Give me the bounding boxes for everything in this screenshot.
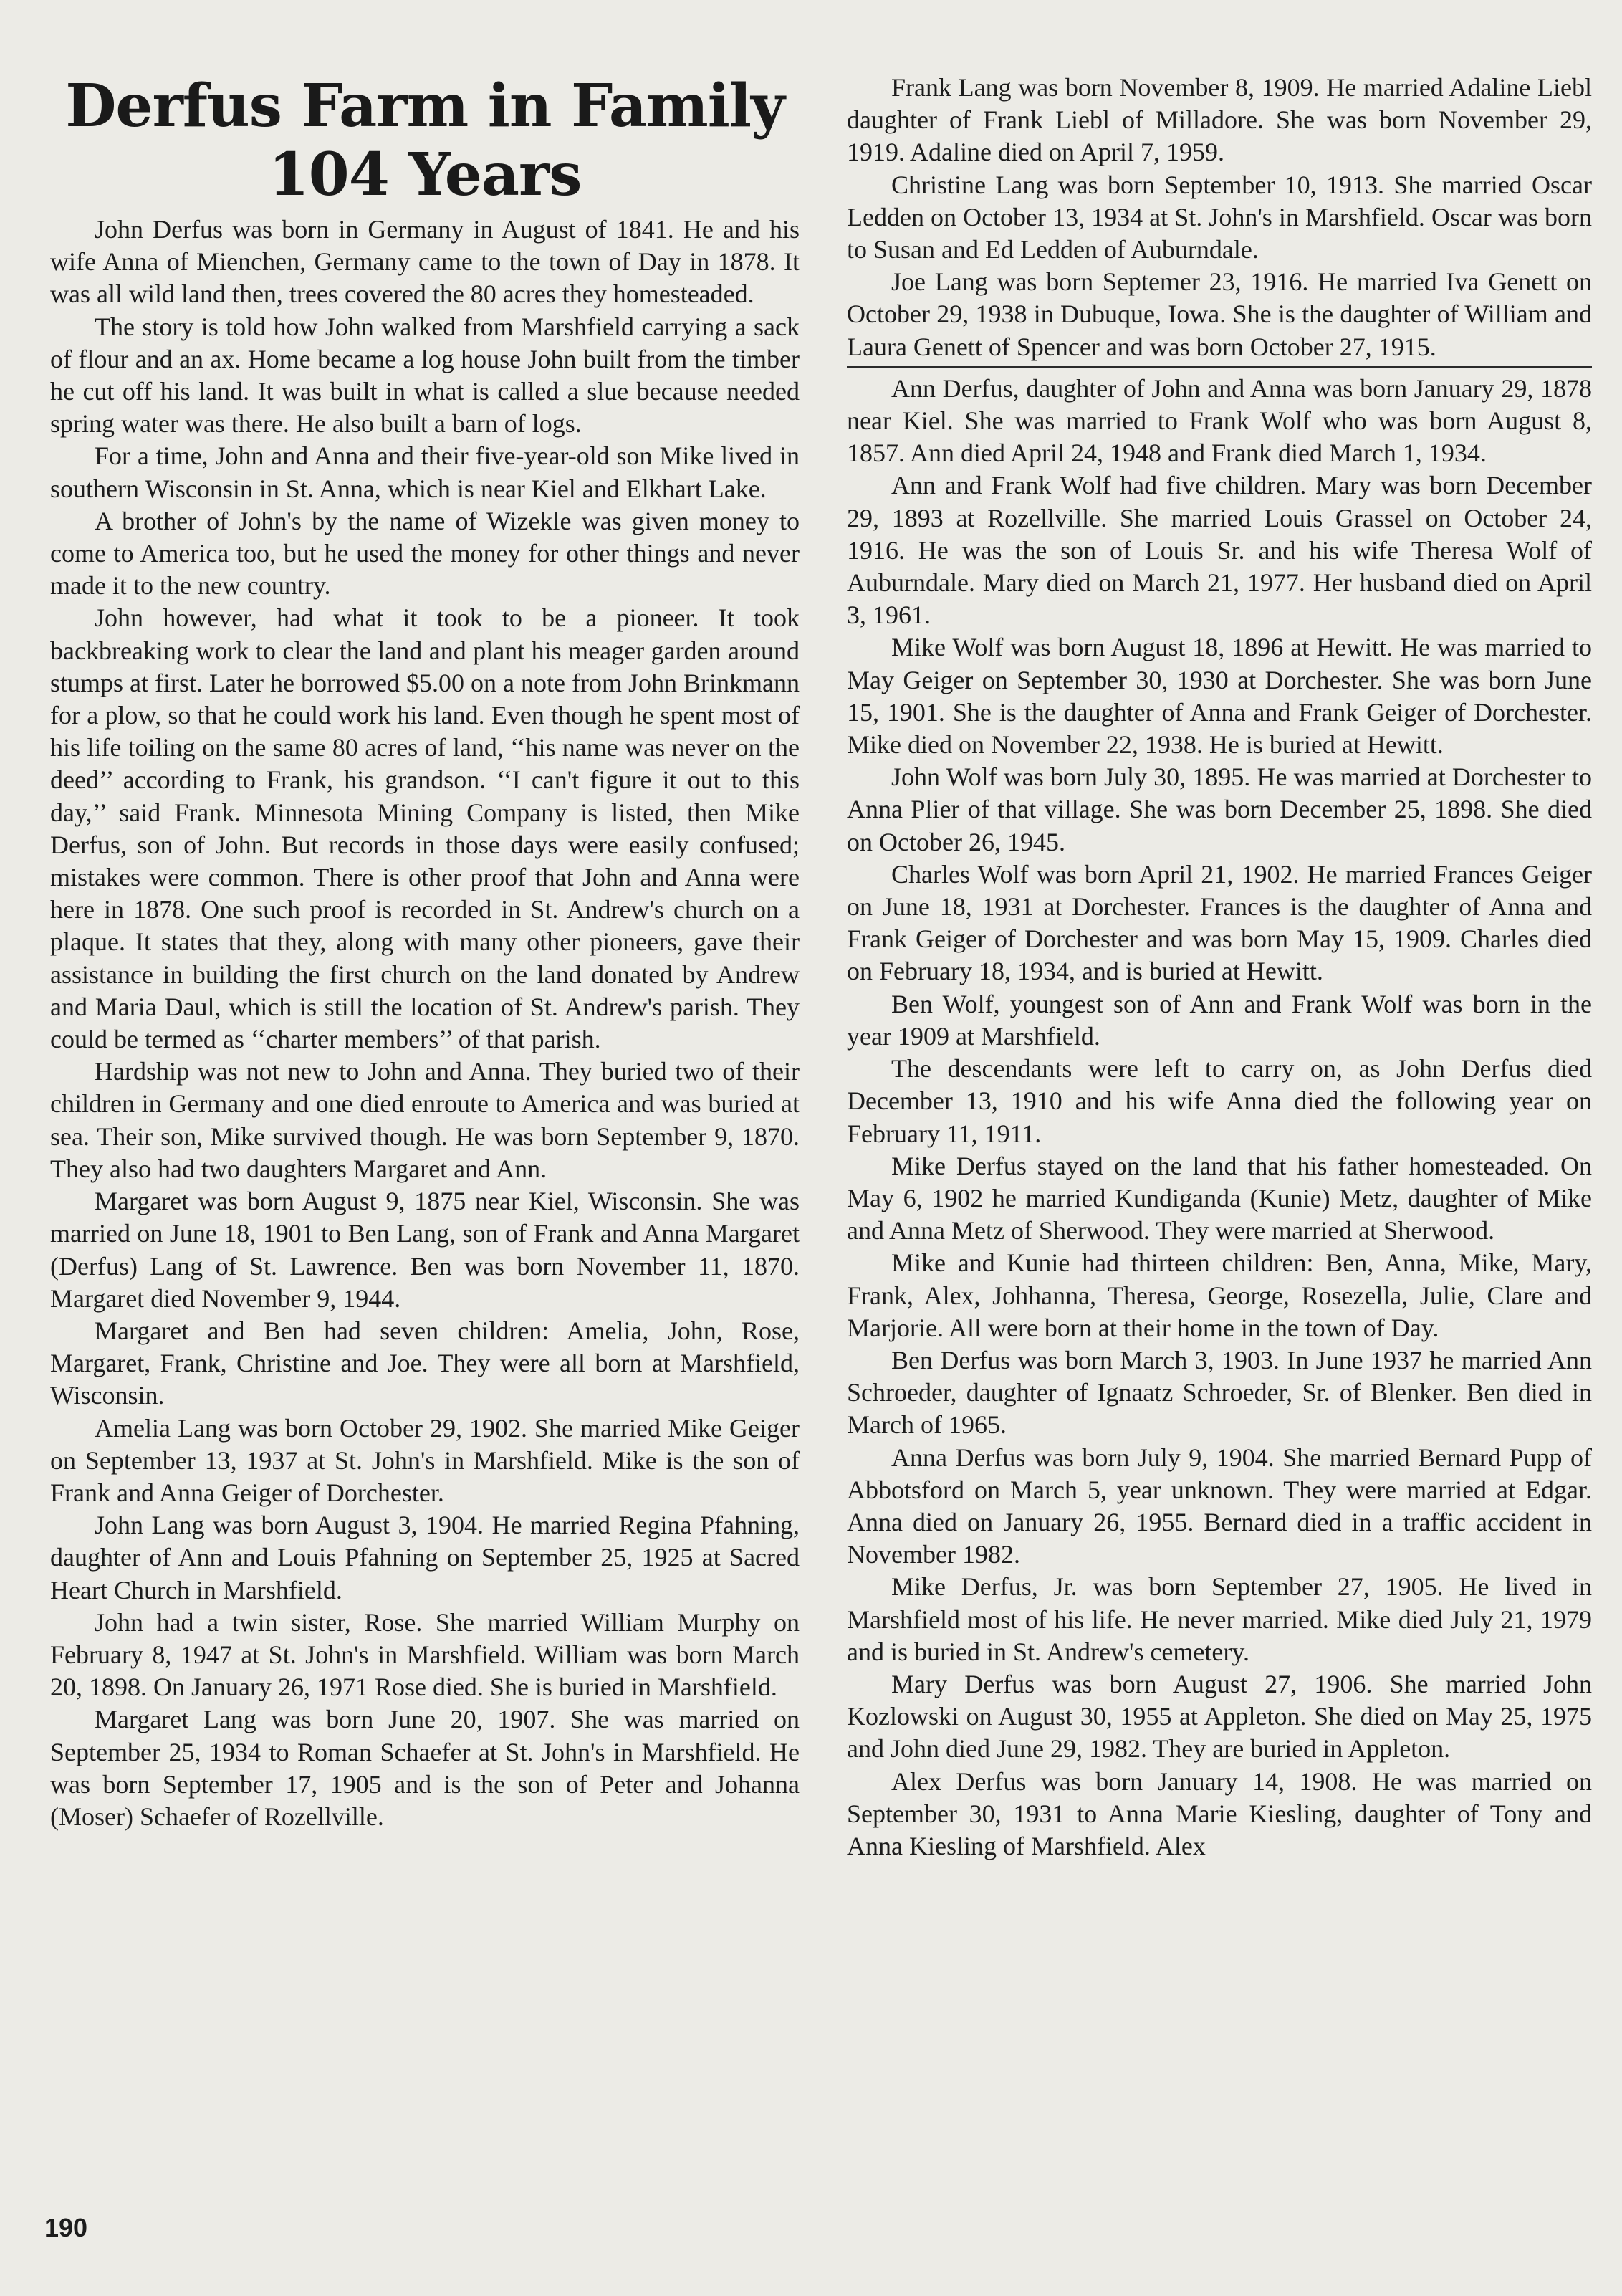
paragraph: John Wolf was born July 30, 1895. He was married at Dorchester to Anna Plier of that village. She was born December 25, 1898. She died on October 26, 1945.	[847, 762, 1592, 856]
right-column	[847, 72, 1592, 1862]
paragraph: Anna Derfus was born July 9, 1904. She married Bernard Pupp of Abbotsford on March 5, year unknown. They were married at Edgar. Anna died on January 26, 1955. Bernard died in a traffic accident in November 1982.	[847, 1443, 1592, 1569]
paragraph: Alex Derfus was born January 14, 1908. He was married on September 30, 1931 to Anna Marie Kiesling, daughter of Tony and Anna Kiesling of Marshfield. Alex	[847, 1766, 1592, 1860]
paragraph: Margaret Lang was born June 20, 1907. She was married on September 25, 1934 to Roman Schaefer at St. John's in Marshfield. He was born September 17, 1905 and is the son of Peter and Johanna (Moser) Schaefer of Rozellville.	[50, 1705, 800, 1831]
page-number: 190	[44, 2213, 88, 2242]
paragraph: Joe Lang was born Septemer 23, 1916. He married Iva Genett on October 29, 1938 in Dubuque, Iowa. She is the daughter of William and Laura Genett of Spencer and was born October 27, 1915.	[847, 267, 1592, 361]
headline-line-2: 104 Years	[268, 140, 582, 209]
headline-line-1: Derfus Farm in Family	[65, 72, 784, 140]
paragraph: John Derfus was born in Germany in August of 1841. He and his wife Anna of Mienchen, Germany came to the town of Day in 1878. It was all wild land then, trees covered the 80 acres they homesteaded.	[50, 215, 800, 309]
paragraph: Mike Wolf was born August 18, 1896 at Hewitt. He was married to May Geiger on September 30, 1930 at Dorchester. She was born June 15, 1901. She is the daughter of Anna and Frank Geiger of Dorchester. Mike died on November 22, 1938. He is buried at Hewitt.	[847, 633, 1592, 760]
left-column	[50, 72, 800, 1833]
section-divider	[847, 366, 1592, 368]
paragraph: The descendants were left to carry on, as John Derfus died December 13, 1910 and his wife Anna died the following year on February 11, 1911.	[847, 1054, 1592, 1148]
paragraph: A brother of John's by the name of Wizekle was given money to come to America too, but he used the money for other things and never made it to the new country.	[50, 506, 800, 601]
paragraph: Mary Derfus was born August 27, 1906. She married John Kozlowski on August 30, 1955 at Appleton. She died on May 25, 1975 and John died June 29, 1982. They are buried in Appleton.	[847, 1669, 1592, 1764]
article-headline	[50, 72, 800, 209]
paragraph: Mike Derfus stayed on the land that his father homesteaded. On May 6, 1902 he married Kundiganda (Kunie) Metz, daughter of Mike and Anna Metz of Sherwood. They were married at Sherwood.	[847, 1151, 1592, 1245]
paragraph: Ben Wolf, youngest son of Ann and Frank Wolf was born in the year 1909 at Marshfield.	[847, 989, 1592, 1051]
paragraph: Christine Lang was born September 10, 1913. She married Oscar Ledden on October 13, 1934 at St. John's in Marshfield. Oscar was born to Susan and Ed Ledden of Auburndale.	[847, 170, 1592, 264]
paragraph: Mike Derfus, Jr. was born September 27, 1905. He lived in Marshfield most of his life. He never married. Mike died July 21, 1979 and is buried in St. Andrew's cemetery.	[847, 1572, 1592, 1666]
paragraph: Mike and Kunie had thirteen children: Ben, Anna, Mike, Mary, Frank, Alex, Johhanna, Theresa, George, Rosezella, Julie, Clare and Marjorie. All were born at their home in the town of Day.	[847, 1248, 1592, 1342]
paragraph: Ann Derfus, daughter of John and Anna was born January 29, 1878 near Kiel. She was married to Frank Wolf who was born August 8, 1857. Ann died April 24, 1948 and Frank died March 1, 1934.	[847, 373, 1592, 468]
paragraph: Amelia Lang was born October 29, 1902. She married Mike Geiger on September 13, 1937 at St. John's in Marshfield. Mike is the son of Frank and Anna Geiger of Dorchester.	[50, 1413, 800, 1507]
paragraph: Hardship was not new to John and Anna. They buried two of their children in Germany and one died enroute to America and was buried at sea. Their son, Mike survived though. He was born September 9, 1870. They also had two daughters Margaret and Ann.	[50, 1057, 800, 1183]
paragraph: Frank Lang was born November 8, 1909. He married Adaline Liebl daughter of Frank Liebl of Milladore. She was born November 29, 1919. Adaline died on April 7, 1959.	[847, 73, 1592, 167]
paragraph: John had a twin sister, Rose. She married William Murphy on February 8, 1947 at St. John's in Marshfield. William was born March 20, 1898. On January 26, 1971 Rose died. She is buried in Marshfield.	[50, 1607, 800, 1702]
paragraph: Ann and Frank Wolf had five children. Mary was born December 29, 1893 at Rozellville. She married Louis Grassel on October 24, 1916. He was the son of Louis Sr. and his wife Theresa Wolf of Auburndale. Mary died on March 21, 1977. Her husband died on April 3, 1961.	[847, 471, 1592, 630]
paragraph: John however, had what it took to be a pioneer. It took backbreaking work to clear the land and plant his meager garden around stumps at first. Later he borrowed $5.00 on a note from John Brinkmann for a plow, so that he could work his land. Even though he spent most of his life toiling on the same 80 acres of land, ‘‘his name was never on the deed’’ according to Frank, his grandson. ‘‘I can't figure it out to this day,’’ said Frank. Minnesota Mining Company is listed, then Mike Derfus, son of John. But records in those days were easily confused; mistakes were common. There is other proof that John and Anna were here in 1878. One such proof is recorded in St. Andrew's church on a plaque. It states that they, along with many other pioneers, gave their assistance in building the first church on the land donated by Andrew and Maria Daul, which is still the location of St. Andrew's parish. They could be termed as ‘‘charter members’’ of that parish.	[50, 603, 800, 1054]
paragraph: John Lang was born August 3, 1904. He married Regina Pfahning, daughter of Ann and Louis Pfahning on September 25, 1925 at Sacred Heart Church in Marshfield.	[50, 1511, 800, 1604]
paragraph: Charles Wolf was born April 21, 1902. He married Frances Geiger on June 18, 1931 at Dorchester. Frances is the daughter of Anna and Frank Geiger of Dorchester and was born May 15, 1909. Charles died on February 18, 1934, and is buried at Hewitt.	[847, 859, 1592, 986]
paragraph: Margaret and Ben had seven children: Amelia, John, Rose, Margaret, Frank, Christine and Joe. They were all born at Marshfield, Wisconsin.	[50, 1316, 800, 1410]
paragraph: The story is told how John walked from Marshfield carrying a sack of flour and an ax. Home became a log house John built from the timber he cut off his land. It was built in what is called a slue because needed spring water was there. He also built a barn of logs.	[50, 312, 800, 439]
paragraph: For a time, John and Anna and their five-year-old son Mike lived in southern Wisconsin in St. Anna, which is near Kiel and Elkhart Lake.	[50, 441, 800, 503]
paragraph: Margaret was born August 9, 1875 near Kiel, Wisconsin. She was married on June 18, 1901 to Ben Lang, son of Frank and Anna Margaret (Derfus) Lang of St. Lawrence. Ben was born November 11, 1870. Margaret died November 9, 1944.	[50, 1187, 800, 1313]
paragraph: Ben Derfus was born March 3, 1903. In June 1937 he married Ann Schroeder, daughter of Ignaatz Schroeder, Sr. of Blenker. Ben died in March of 1965.	[847, 1345, 1592, 1440]
